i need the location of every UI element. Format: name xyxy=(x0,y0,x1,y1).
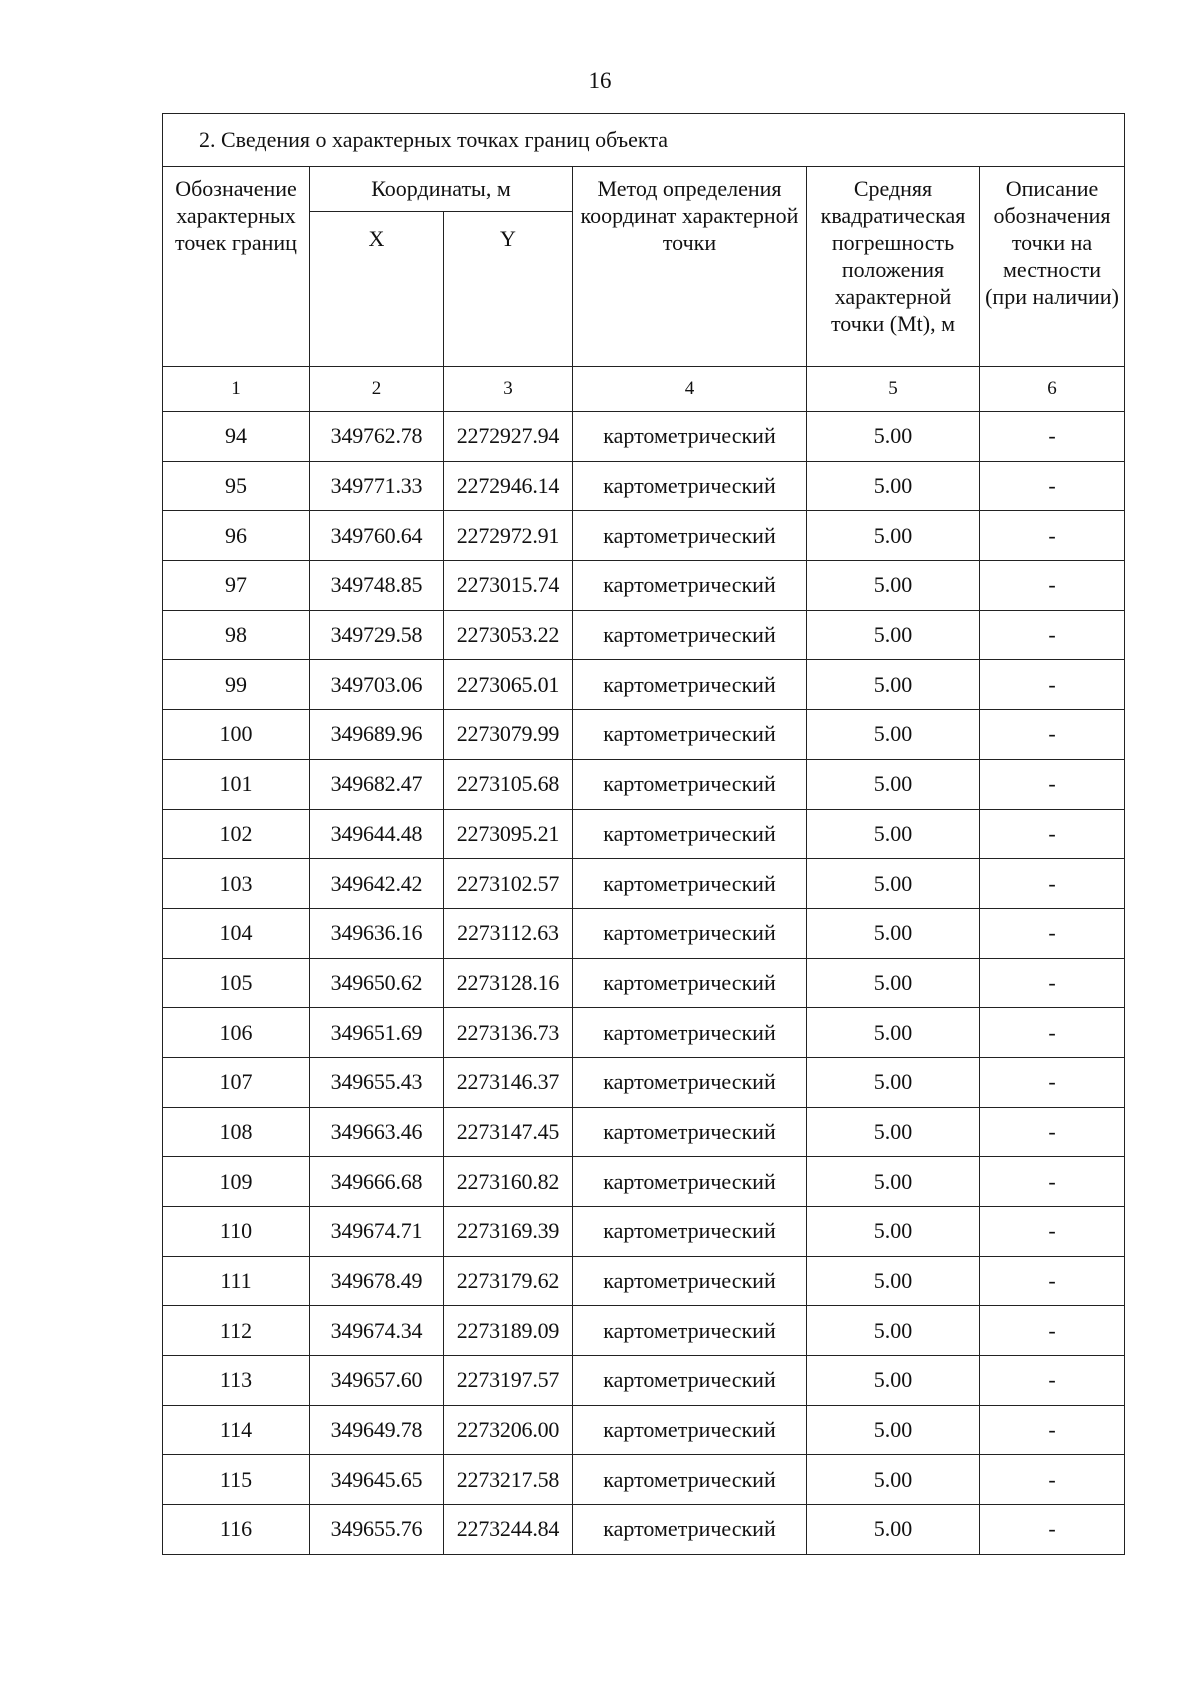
error-cell: 5.00 xyxy=(807,809,980,859)
y-coordinate-cell: 2273197.57 xyxy=(444,1356,573,1406)
method-cell: картометрический xyxy=(573,412,807,462)
error-cell: 5.00 xyxy=(807,1057,980,1107)
header-y: Y xyxy=(444,212,573,367)
column-number: 2 xyxy=(310,367,444,412)
table-row xyxy=(163,1306,1125,1356)
point-cell: 104 xyxy=(163,908,310,958)
method-cell: картометрический xyxy=(573,710,807,760)
error-cell: 5.00 xyxy=(807,610,980,660)
y-coordinate-cell: 2273128.16 xyxy=(444,958,573,1008)
y-coordinate-cell: 2273105.68 xyxy=(444,759,573,809)
point-cell: 107 xyxy=(163,1057,310,1107)
point-cell: 97 xyxy=(163,561,310,611)
method-cell: картометрический xyxy=(573,1256,807,1306)
page-number: 16 xyxy=(588,68,612,93)
method-cell: картометрический xyxy=(573,1505,807,1555)
method-cell: картометрический xyxy=(573,1455,807,1505)
description-cell: - xyxy=(980,1207,1125,1257)
point-cell: 112 xyxy=(163,1306,310,1356)
error-cell: 5.00 xyxy=(807,759,980,809)
point-cell: 108 xyxy=(163,1107,310,1157)
method-cell: картометрический xyxy=(573,1306,807,1356)
method-cell: картометрический xyxy=(573,958,807,1008)
table-row xyxy=(163,1157,1125,1207)
header-row-top xyxy=(163,167,1125,212)
point-cell: 101 xyxy=(163,759,310,809)
description-cell: - xyxy=(980,958,1125,1008)
error-cell: 5.00 xyxy=(807,1107,980,1157)
description-cell: - xyxy=(980,908,1125,958)
point-cell: 116 xyxy=(163,1505,310,1555)
table-row xyxy=(163,809,1125,859)
error-cell: 5.00 xyxy=(807,412,980,462)
table-row xyxy=(163,1008,1125,1058)
header-method: Метод определения координат характерной точки xyxy=(573,167,807,367)
error-cell: 5.00 xyxy=(807,908,980,958)
point-cell: 106 xyxy=(163,1008,310,1058)
method-cell: картометрический xyxy=(573,1356,807,1406)
error-cell: 5.00 xyxy=(807,1207,980,1257)
point-cell: 113 xyxy=(163,1356,310,1406)
x-coordinate-cell: 349748.85 xyxy=(310,561,444,611)
method-cell: картометрический xyxy=(573,908,807,958)
point-cell: 102 xyxy=(163,809,310,859)
error-cell: 5.00 xyxy=(807,461,980,511)
column-number: 1 xyxy=(163,367,310,412)
point-cell: 111 xyxy=(163,1256,310,1306)
x-coordinate-cell: 349655.43 xyxy=(310,1057,444,1107)
description-cell: - xyxy=(980,511,1125,561)
y-coordinate-cell: 2273079.99 xyxy=(444,710,573,760)
x-coordinate-cell: 349657.60 xyxy=(310,1356,444,1406)
boundary-points-table xyxy=(162,113,1125,1555)
method-cell: картометрический xyxy=(573,511,807,561)
y-coordinate-cell: 2272972.91 xyxy=(444,511,573,561)
y-coordinate-cell: 2273147.45 xyxy=(444,1107,573,1157)
description-cell: - xyxy=(980,1356,1125,1406)
method-cell: картометрический xyxy=(573,660,807,710)
method-cell: картометрический xyxy=(573,1107,807,1157)
error-cell: 5.00 xyxy=(807,710,980,760)
point-cell: 95 xyxy=(163,461,310,511)
header-error: Средняя квадратическая погрешность положения характерной точки (Mt), м xyxy=(807,167,980,367)
table-row xyxy=(163,610,1125,660)
x-coordinate-cell: 349674.34 xyxy=(310,1306,444,1356)
y-coordinate-cell: 2273065.01 xyxy=(444,660,573,710)
description-cell: - xyxy=(980,759,1125,809)
column-number: 6 xyxy=(980,367,1125,412)
x-coordinate-cell: 349651.69 xyxy=(310,1008,444,1058)
method-cell: картометрический xyxy=(573,561,807,611)
table-row xyxy=(163,461,1125,511)
description-cell: - xyxy=(980,412,1125,462)
table-row xyxy=(163,1455,1125,1505)
y-coordinate-cell: 2273146.37 xyxy=(444,1057,573,1107)
x-coordinate-cell: 349771.33 xyxy=(310,461,444,511)
method-cell: картометрический xyxy=(573,1207,807,1257)
table-row xyxy=(163,908,1125,958)
description-cell: - xyxy=(980,1157,1125,1207)
y-coordinate-cell: 2273136.73 xyxy=(444,1008,573,1058)
table-row xyxy=(163,660,1125,710)
method-cell: картометрический xyxy=(573,1157,807,1207)
table-row xyxy=(163,710,1125,760)
x-coordinate-cell: 349649.78 xyxy=(310,1405,444,1455)
y-coordinate-cell: 2273189.09 xyxy=(444,1306,573,1356)
error-cell: 5.00 xyxy=(807,1505,980,1555)
x-coordinate-cell: 349678.49 xyxy=(310,1256,444,1306)
description-cell: - xyxy=(980,1057,1125,1107)
y-coordinate-cell: 2273217.58 xyxy=(444,1455,573,1505)
x-coordinate-cell: 349760.64 xyxy=(310,511,444,561)
x-coordinate-cell: 349674.71 xyxy=(310,1207,444,1257)
method-cell: картометрический xyxy=(573,1405,807,1455)
error-cell: 5.00 xyxy=(807,660,980,710)
x-coordinate-cell: 349703.06 xyxy=(310,660,444,710)
header-description: Описание обозначения точки на местности (при наличии) xyxy=(980,167,1125,367)
point-cell: 99 xyxy=(163,660,310,710)
point-cell: 103 xyxy=(163,859,310,909)
point-cell: 114 xyxy=(163,1405,310,1455)
error-cell: 5.00 xyxy=(807,958,980,1008)
description-cell: - xyxy=(980,859,1125,909)
x-coordinate-cell: 349645.65 xyxy=(310,1455,444,1505)
point-cell: 98 xyxy=(163,610,310,660)
x-coordinate-cell: 349663.46 xyxy=(310,1107,444,1157)
description-cell: - xyxy=(980,660,1125,710)
y-coordinate-cell: 2273179.62 xyxy=(444,1256,573,1306)
x-coordinate-cell: 349636.16 xyxy=(310,908,444,958)
table-row xyxy=(163,1256,1125,1306)
point-cell: 100 xyxy=(163,710,310,760)
header-coordinates: Координаты, м xyxy=(310,167,573,212)
table-row xyxy=(163,1207,1125,1257)
method-cell: картометрический xyxy=(573,809,807,859)
y-coordinate-cell: 2272927.94 xyxy=(444,412,573,462)
y-coordinate-cell: 2273160.82 xyxy=(444,1157,573,1207)
method-cell: картометрический xyxy=(573,759,807,809)
x-coordinate-cell: 349729.58 xyxy=(310,610,444,660)
x-coordinate-cell: 349644.48 xyxy=(310,809,444,859)
column-number: 5 xyxy=(807,367,980,412)
point-cell: 110 xyxy=(163,1207,310,1257)
x-coordinate-cell: 349650.62 xyxy=(310,958,444,1008)
y-coordinate-cell: 2273244.84 xyxy=(444,1505,573,1555)
description-cell: - xyxy=(980,610,1125,660)
error-cell: 5.00 xyxy=(807,1256,980,1306)
table-row xyxy=(163,511,1125,561)
table-row xyxy=(163,759,1125,809)
x-coordinate-cell: 349689.96 xyxy=(310,710,444,760)
error-cell: 5.00 xyxy=(807,561,980,611)
x-coordinate-cell: 349642.42 xyxy=(310,859,444,909)
point-cell: 115 xyxy=(163,1455,310,1505)
description-cell: - xyxy=(980,1107,1125,1157)
description-cell: - xyxy=(980,1405,1125,1455)
error-cell: 5.00 xyxy=(807,1356,980,1406)
description-cell: - xyxy=(980,710,1125,760)
y-coordinate-cell: 2273112.63 xyxy=(444,908,573,958)
table-row xyxy=(163,1356,1125,1406)
column-number: 4 xyxy=(573,367,807,412)
x-coordinate-cell: 349655.76 xyxy=(310,1505,444,1555)
error-cell: 5.00 xyxy=(807,511,980,561)
description-cell: - xyxy=(980,1008,1125,1058)
y-coordinate-cell: 2273169.39 xyxy=(444,1207,573,1257)
header-x: X xyxy=(310,212,444,367)
description-cell: - xyxy=(980,1455,1125,1505)
description-cell: - xyxy=(980,1256,1125,1306)
method-cell: картометрический xyxy=(573,461,807,511)
y-coordinate-cell: 2273095.21 xyxy=(444,809,573,859)
table-row xyxy=(163,859,1125,909)
point-cell: 94 xyxy=(163,412,310,462)
error-cell: 5.00 xyxy=(807,1008,980,1058)
column-number: 3 xyxy=(444,367,573,412)
table-row xyxy=(163,1405,1125,1455)
y-coordinate-cell: 2273053.22 xyxy=(444,610,573,660)
error-cell: 5.00 xyxy=(807,1455,980,1505)
description-cell: - xyxy=(980,809,1125,859)
error-cell: 5.00 xyxy=(807,859,980,909)
table-row xyxy=(163,1057,1125,1107)
table-row xyxy=(163,1505,1125,1555)
y-coordinate-cell: 2273015.74 xyxy=(444,561,573,611)
x-coordinate-cell: 349762.78 xyxy=(310,412,444,462)
error-cell: 5.00 xyxy=(807,1157,980,1207)
table-row xyxy=(163,1107,1125,1157)
header-point: Обозначение характерных точек границ xyxy=(163,167,310,367)
point-cell: 105 xyxy=(163,958,310,1008)
description-cell: - xyxy=(980,461,1125,511)
error-cell: 5.00 xyxy=(807,1405,980,1455)
point-cell: 96 xyxy=(163,511,310,561)
x-coordinate-cell: 349666.68 xyxy=(310,1157,444,1207)
description-cell: - xyxy=(980,1306,1125,1356)
description-cell: - xyxy=(980,561,1125,611)
method-cell: картометрический xyxy=(573,859,807,909)
section-title: 2. Сведения о характерных точках границ объекта xyxy=(163,114,1125,167)
column-numbers-row xyxy=(163,367,1125,412)
table-row xyxy=(163,561,1125,611)
description-cell: - xyxy=(980,1505,1125,1555)
table-row xyxy=(163,412,1125,462)
method-cell: картометрический xyxy=(573,610,807,660)
y-coordinate-cell: 2273206.00 xyxy=(444,1405,573,1455)
method-cell: картометрический xyxy=(573,1057,807,1107)
y-coordinate-cell: 2272946.14 xyxy=(444,461,573,511)
method-cell: картометрический xyxy=(573,1008,807,1058)
table-row xyxy=(163,958,1125,1008)
section-title-row xyxy=(163,114,1125,167)
x-coordinate-cell: 349682.47 xyxy=(310,759,444,809)
y-coordinate-cell: 2273102.57 xyxy=(444,859,573,909)
point-cell: 109 xyxy=(163,1157,310,1207)
error-cell: 5.00 xyxy=(807,1306,980,1356)
